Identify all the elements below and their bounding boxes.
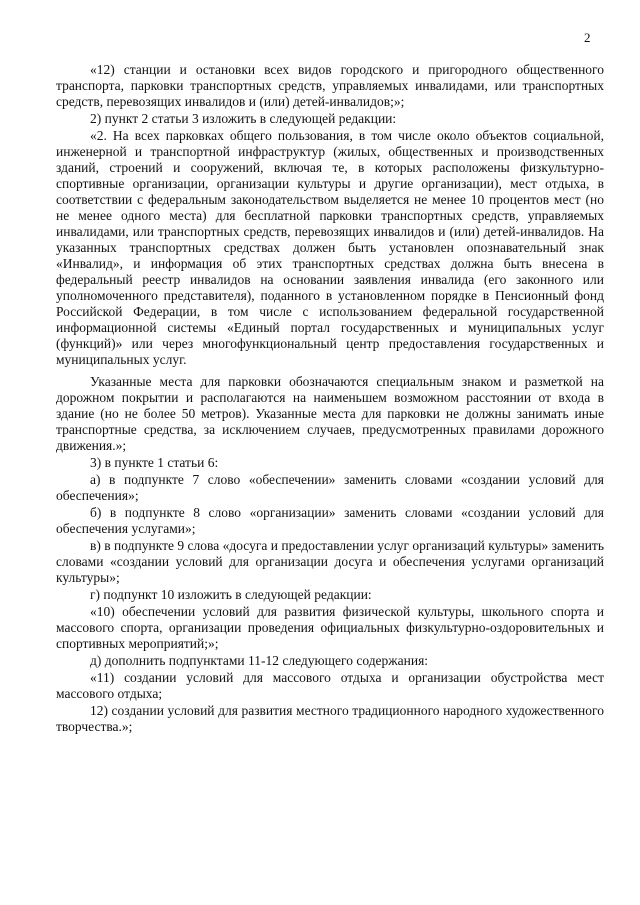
paragraph: а) в подпункте 7 слово «обеспечении» заменить словами «создании условий для обеспечения»; bbox=[56, 472, 604, 503]
paragraph: 2) пункт 2 статьи 3 изложить в следующей редакции: bbox=[90, 111, 397, 126]
page-number: 2 bbox=[584, 30, 591, 45]
paragraph: Указанные места для парковки обозначаются специальным знаком и разметкой на дорожном покрытии и располагаются на наименьшем возможном расстоянии от входа в здание (но не более 50 метров). Указанные места для парковки не должны занимать иные транспортные средства, за исключением случаев, предусмотренных правилами дорожного движения.»; bbox=[56, 374, 604, 453]
paragraph: 12) создании условий для развития местного традиционного народного художественного творчества.»; bbox=[56, 703, 604, 734]
paragraph: б) в подпункте 8 слово «организации» заменить словами «создании условий для обеспечения услугами»; bbox=[56, 505, 604, 536]
document-body bbox=[56, 62, 604, 736]
paragraph: «11) создании условий для массового отдыха и организации обустройства мест массового отдыха; bbox=[56, 670, 604, 701]
paragraph: г) подпункт 10 изложить в следующей редакции: bbox=[90, 587, 372, 602]
paragraph: в) в подпункте 9 слова «досуга и предоставлении услуг организаций культуры» заменить словами «создании условий для организации досуга и обеспечения услугами организаций культуры»; bbox=[56, 538, 604, 585]
paragraph: «12) станции и остановки всех видов городского и пригородного общественного транспорта, парковки транспортных средств, управляемых инвалидами, или транспортных средств, перевозящих инвалидов и (или) детей-инвалидов;»; bbox=[56, 62, 604, 109]
paragraph: 3) в пункте 1 статьи 6: bbox=[90, 455, 219, 470]
paragraph: «10) обеспечении условий для развития физической культуры, школьного спорта и массового спорта, организации проведения официальных физкультурно-оздоровительных и спортивных мероприятий;»; bbox=[56, 604, 604, 651]
paragraph: д) дополнить подпунктами 11-12 следующего содержания: bbox=[90, 653, 429, 668]
paragraph: «2. На всех парковках общего пользования, в том числе около объектов социальной, инженерной и транспортной инфраструктур (жилых, общественных и производственных зданий, строений и сооружений, включая те, в которых расположены физкультурно-спортивные организации, организации культуры и другие организации), мест отдыха, в соответствии с федеральным законодательством выделяется не менее 10 процентов мест (но не менее одного места) для бесплатной парковки транспортных средств, управляемых инвалидами, или транспортных средств, перевозящих инвалидов и (или) детей-инвалидов. На указанных транспортных средствах должен быть установлен опознавательный знак «Инвалид», и информация об этих транспортных средствах должна быть внесена в федеральный реестр инвалидов на основании заявления инвалида (его законного или уполномоченного представителя), поданного в установленном порядке в Пенсионный фонд Российской Федерации, в том числе с использованием федеральной государственной информационной системы «Единый портал государственных и муниципальных услуг (функций)» или через многофункциональный центр предоставления государственных и муниципальных услуг. bbox=[56, 128, 604, 367]
